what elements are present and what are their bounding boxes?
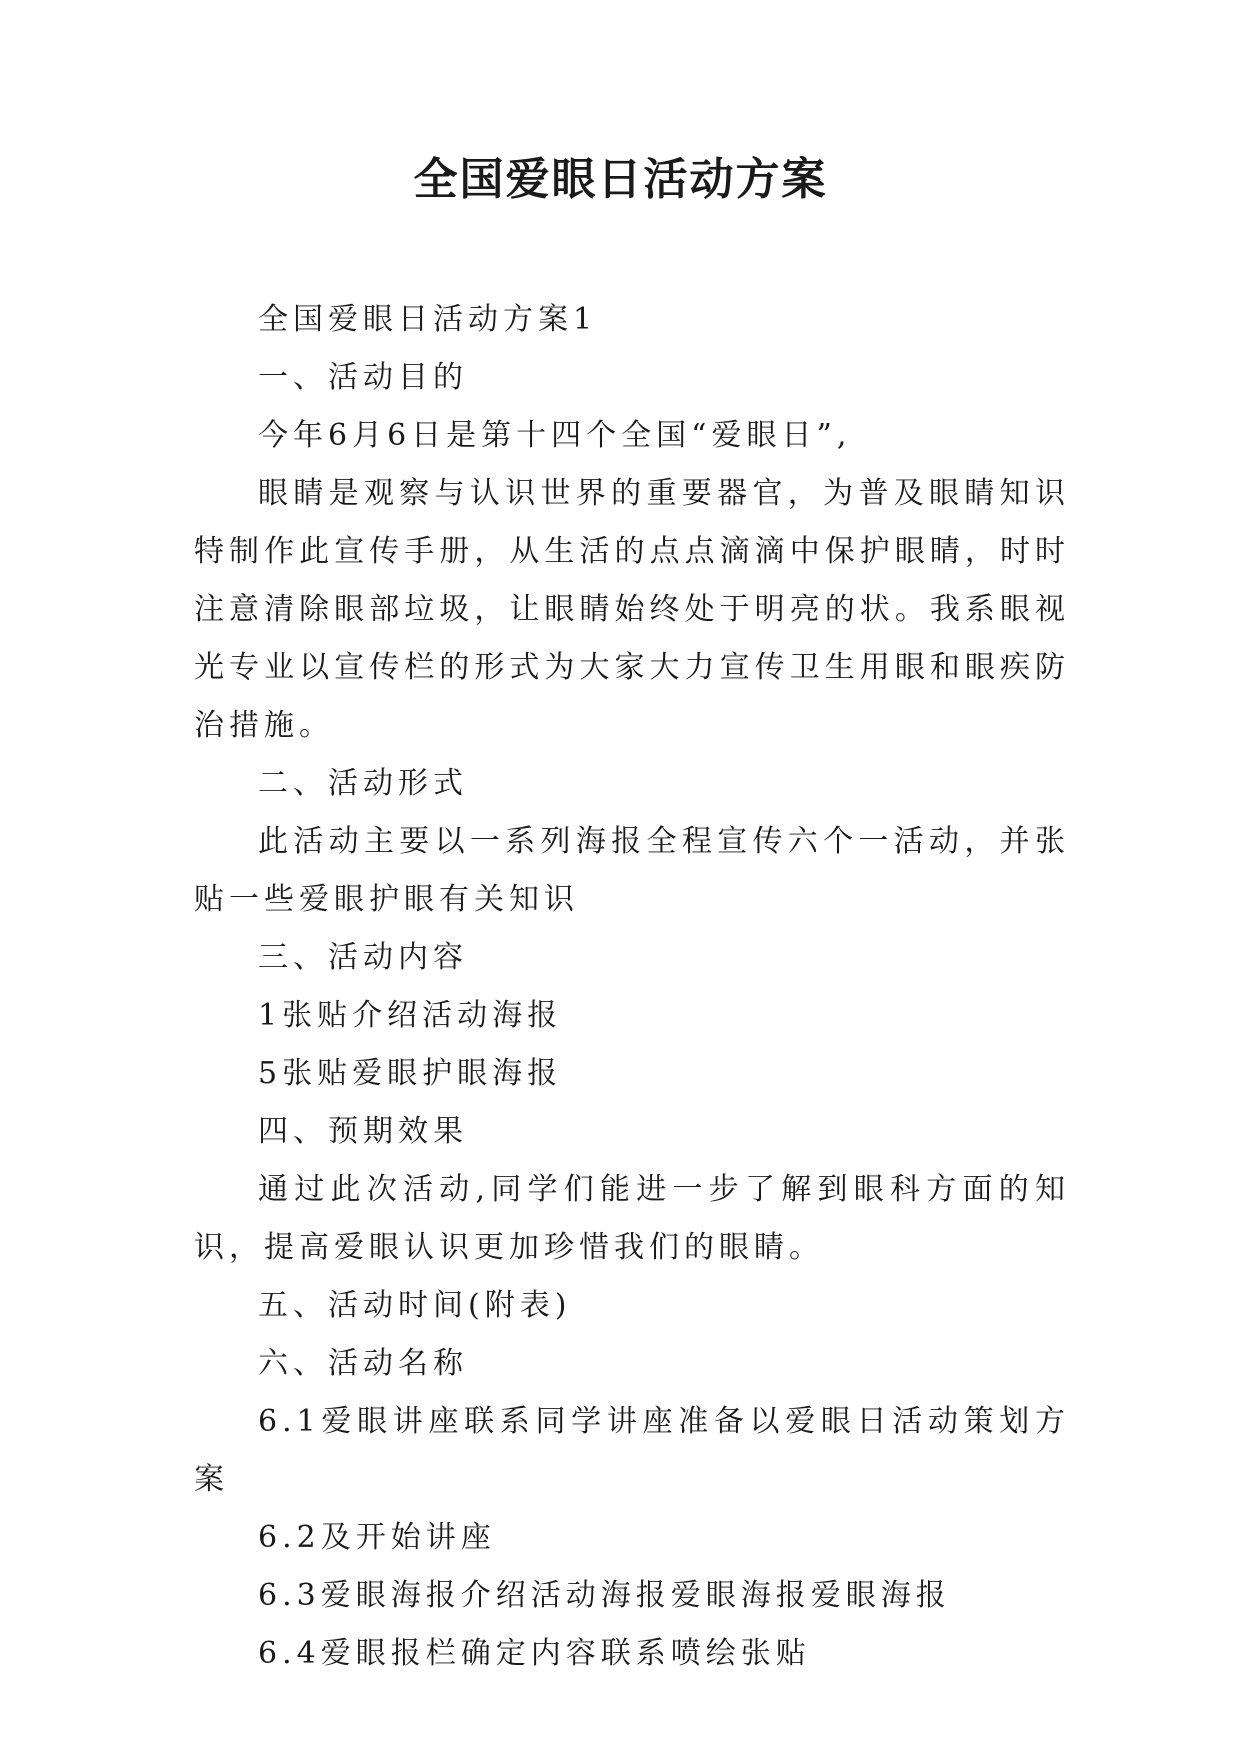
body-paragraph: 眼睛是观察与认识世界的重要器官，为普及眼睛知识特制作此宣传手册，从生活的点点滴滴中保护眼睛，时时注意清除眼部垃圾，让眼睛始终处于明亮的状。我系眼视光专业以宣传栏的形式为大家大力宣传卫生用眼和眼疾防治措施。 — [194, 476, 1070, 743]
list-item: 6.1爱眼讲座联系同学讲座准备以爱眼日活动策划方案 — [194, 1404, 1070, 1497]
list-item: 5张贴爱眼护眼海报 — [258, 1056, 563, 1091]
body-paragraph: 今年6月6日是第十四个全国“爱眼日”, — [258, 418, 852, 453]
body-paragraph: 此活动主要以一系列海报全程宣传六个一活动，并张贴一些爱眼护眼有关知识 — [194, 824, 1070, 917]
section-heading-purpose: 一、活动目的 — [258, 360, 468, 395]
list-item: 6.4爱眼报栏确定内容联系喷绘张贴 — [258, 1636, 811, 1671]
section-heading-name: 六、活动名称 — [258, 1346, 468, 1381]
document-title: 全国爱眼日活动方案 — [413, 154, 828, 205]
plan-heading: 全国爱眼日活动方案1 — [258, 302, 598, 337]
list-item: 6.2及开始讲座 — [258, 1520, 496, 1555]
body-paragraph: 通过此次活动,同学们能进一步了解到眼科方面的知识，提高爱眼认识更加珍惜我们的眼睛。 — [194, 1172, 1070, 1265]
section-heading-content: 三、活动内容 — [258, 940, 468, 975]
section-heading-time: 五、活动时间(附表) — [258, 1288, 572, 1323]
list-item: 1张贴介绍活动海报 — [258, 998, 563, 1033]
document-body — [194, 291, 1070, 1683]
section-heading-form: 二、活动形式 — [258, 766, 468, 801]
list-item: 6.3爱眼海报介绍活动海报爱眼海报爱眼海报 — [258, 1578, 951, 1613]
section-heading-effect: 四、预期效果 — [258, 1114, 468, 1149]
